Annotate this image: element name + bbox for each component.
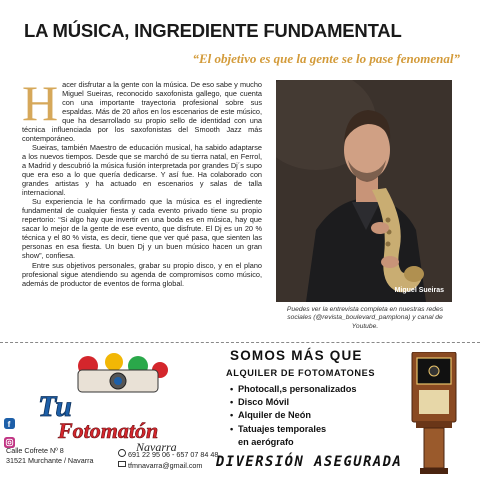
service-item: • Tatuajes temporales [230,423,327,434]
service-item: • Alquiler de Neón [230,410,311,421]
logo-text-tu: Tu [38,390,72,423]
logo-text-navarra: Navarra [136,440,177,452]
photo-caption: Puedes ver la entrevista completa en nuestras redes sociales (@revista_boulevard_pamplona) y canal de Youtube. [286,306,444,330]
address-city: 31521 Murchante / Navarra [6,456,94,465]
business-address [6,446,136,466]
email-icon [118,460,126,468]
services-list [230,383,430,449]
address-street: Calle Cofrete Nº 8 [6,446,64,455]
email-address[interactable]: tfmnavarra@gmail.com [128,461,203,470]
alquiler-heading: ALQUILER DE FOTOMATONES [226,368,376,378]
whatsapp-icon [118,449,126,457]
photo-booth-illustration [406,352,462,476]
tu-fotomaton-logo [18,352,218,456]
section-divider [0,342,480,343]
article-paragraph: Su experiencia le ha confirmado que la música es el ingrediente fundamental de cualquier fiesta y cada evento privado tiene su propio repertorio: “Si algo hay que invertir en una boda es en música, hay que sacar lo mejor de la gente de ese evento, que disfrute. El Dj es un 20 % técnica y el 80 % vista, es decir, tiene que ver qué pasa, que sienten las personas en esa fiesta. Un buen Dj y un buen músico hacen un gran show”, confiesa. [22,197,262,261]
article-paragraph: Entre sus objetivos personales, grabar su propio disco, y en el plano profesional sigue atendiendo su agenda de compromisos como músico, además de productor de eventos de forma global. [22,260,262,288]
article-subhead: “El objetivo es que la gente se lo pase fenomenal” [192,51,460,66]
article-paragraph [22,80,262,143]
service-item: • Disco Móvil [230,397,290,408]
slogan: DIVERSIÓN ASEGURADA [216,454,403,470]
logo-graphic [18,352,218,452]
article-headline: LA MÚSICA, INGREDIENTE FUNDAMENTAL [24,20,402,41]
article-paragraph: Sueiras, también Maestro de educación musical, ha sabido adaptarse a los nuevos tiempos. Desde que se marchó de su tierra natal, en Ferrol, a Madrid y descubrió la música fusión interpretada por grandes Dj´s supo que era eso a lo que quería dedicarse. Y así fue. Ha colaborado con grandes artistas y ha actuado en escenarios y salas de talla internacional. [22,143,262,198]
logo-text-fotomaton: Fotomatón [58,418,159,443]
somos-heading: SOMOS MÁS QUE [230,348,363,363]
service-item: • Photocall,s personalizados [230,384,357,394]
article-body [22,80,262,324]
svg-text:f: f [7,420,11,429]
service-item: en aerógrafo [238,436,294,447]
saxophonist-photo [276,80,452,302]
paragraph-text: acer disfrutar a la gente con la música. De eso sabe y mucho Miguel Sueiras, reconocido saxofonista gallego, que cuenta con una importante trayectoria profesional sobre sus espaldas. Más de 20 años en los escenarios de este músico, que ha desarrollado su propio sello de identidad con una técnica influenciada por los saxofonistas del Smooth Jazz más contemporáneo. [22,80,262,143]
drop-cap: H [22,80,59,131]
phone-numbers[interactable]: 691 22 95 06 - 657 07 84 48 [128,450,219,459]
saxophonist-illustration [276,80,452,302]
facebook-icon[interactable] [4,418,15,429]
photo-name-label: Miguel Sueiras [394,287,444,294]
